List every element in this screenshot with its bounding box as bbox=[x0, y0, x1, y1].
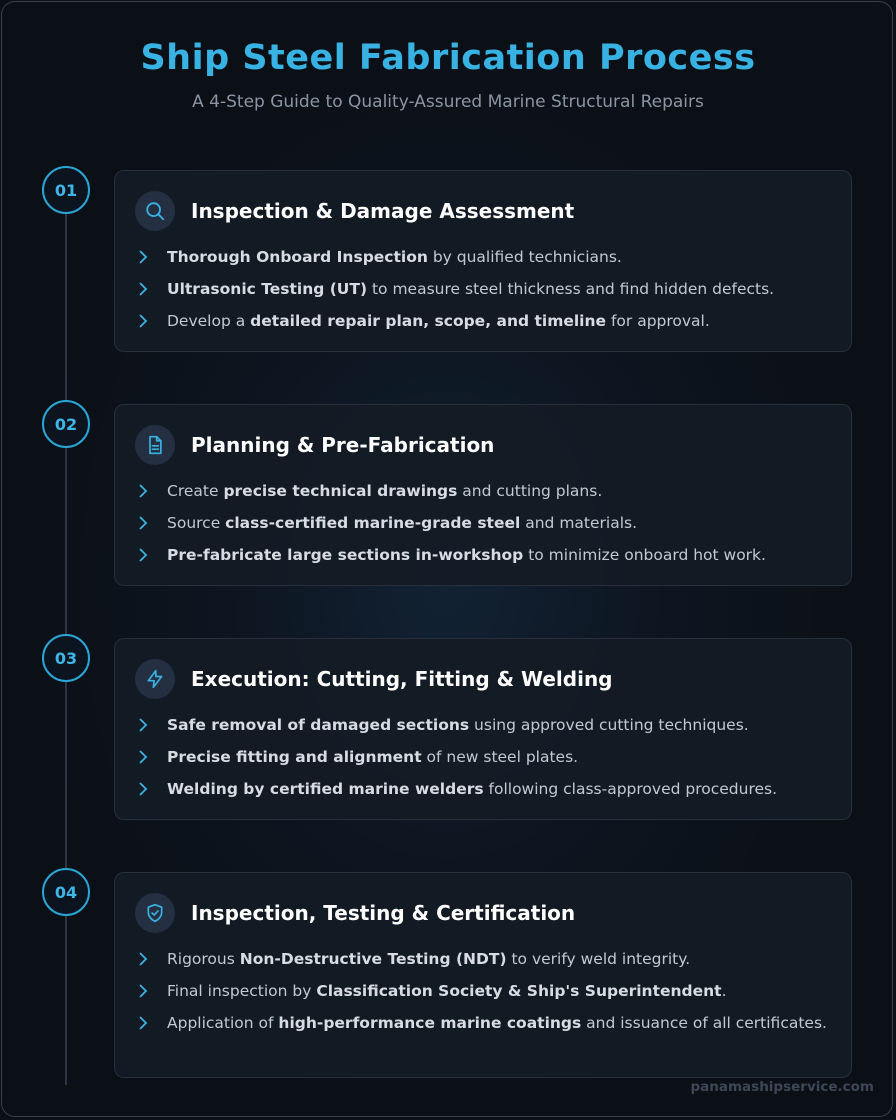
step-card-inspection bbox=[114, 170, 852, 352]
page-subtitle: A 4-Step Guide to Quality-Assured Marine Structural Repairs bbox=[192, 92, 704, 112]
list-item: Rigorous Non-Destructive Testing (NDT) to verify weld integrity. bbox=[137, 947, 837, 971]
chevron-right-icon bbox=[137, 749, 149, 765]
footer-url: panamashipservice.com bbox=[690, 1079, 874, 1095]
list-item: Create precise technical drawings and cutting plans. bbox=[137, 479, 837, 503]
list-item: Pre-fabricate large sections in-workshop to minimize onboard hot work. bbox=[137, 543, 837, 567]
step-title: Execution: Cutting, Fitting & Welding bbox=[191, 667, 613, 691]
step-item-list bbox=[137, 947, 837, 1043]
step-item-list bbox=[137, 713, 837, 809]
list-item: Final inspection by Classification Society & Ship's Superintendent. bbox=[137, 979, 837, 1003]
chevron-right-icon bbox=[137, 313, 149, 329]
lightning-icon bbox=[135, 659, 175, 699]
step-card-certification bbox=[114, 872, 852, 1078]
page-title: Ship Steel Fabrication Process bbox=[140, 38, 756, 78]
chevron-right-icon bbox=[137, 1015, 149, 1031]
step-card-execution bbox=[114, 638, 852, 820]
step-number-badge: 03 bbox=[42, 634, 90, 682]
step-number-badge: 01 bbox=[42, 166, 90, 214]
search-icon bbox=[135, 191, 175, 231]
step-number-badge: 04 bbox=[42, 868, 90, 916]
chevron-right-icon bbox=[137, 547, 149, 563]
list-item: Application of high-performance marine coatings and issuance of all certificates. bbox=[137, 1011, 837, 1035]
step-card-planning bbox=[114, 404, 852, 586]
list-item: Safe removal of damaged sections using approved cutting techniques. bbox=[137, 713, 837, 737]
step-number-badge: 02 bbox=[42, 400, 90, 448]
chevron-right-icon bbox=[137, 281, 149, 297]
chevron-right-icon bbox=[137, 717, 149, 733]
chevron-right-icon bbox=[137, 483, 149, 499]
step-item-list bbox=[137, 245, 837, 341]
step-title: Inspection, Testing & Certification bbox=[191, 901, 576, 925]
step-title: Inspection & Damage Assessment bbox=[191, 199, 575, 223]
list-item: Ultrasonic Testing (UT) to measure steel thickness and find hidden defects. bbox=[137, 277, 837, 301]
chevron-right-icon bbox=[137, 249, 149, 265]
list-item: Develop a detailed repair plan, scope, and timeline for approval. bbox=[137, 309, 837, 333]
chevron-right-icon bbox=[137, 781, 149, 797]
list-item: Precise fitting and alignment of new steel plates. bbox=[137, 745, 837, 769]
chevron-right-icon bbox=[137, 983, 149, 999]
chevron-right-icon bbox=[137, 951, 149, 967]
list-item: Welding by certified marine welders following class-approved procedures. bbox=[137, 777, 837, 801]
list-item: Source class-certified marine-grade steel and materials. bbox=[137, 511, 837, 535]
step-item-list bbox=[137, 479, 837, 575]
chevron-right-icon bbox=[137, 515, 149, 531]
document-icon bbox=[135, 425, 175, 465]
shield-check-icon bbox=[135, 893, 175, 933]
list-item: Thorough Onboard Inspection by qualified technicians. bbox=[137, 245, 837, 269]
step-title: Planning & Pre-Fabrication bbox=[191, 433, 495, 457]
